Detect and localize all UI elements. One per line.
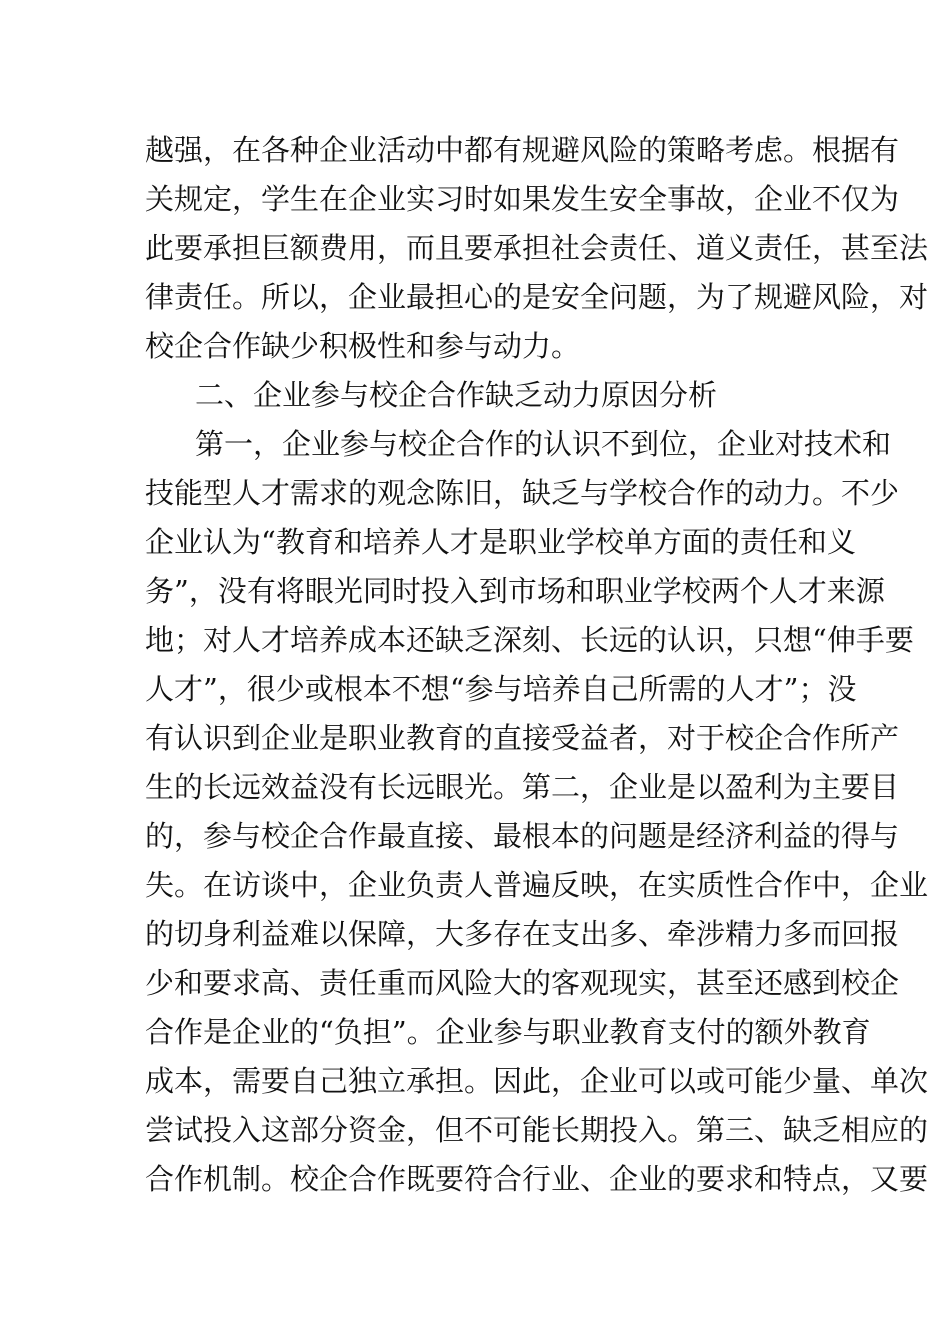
- body-text-line: 律责任。所以，企业最担心的是安全问题，为了规避风险，对: [145, 280, 929, 314]
- body-text-line: 合作机制。校企合作既要符合行业、企业的要求和特点，又要: [145, 1162, 929, 1196]
- body-text-line: 合作是企业的“负担”。企业参与职业教育支付的额外教育: [145, 1015, 871, 1049]
- body-text-line: 此要承担巨额费用，而且要承担社会责任、道义责任，甚至法: [145, 231, 929, 265]
- body-text-line: 少和要求高、责任重而风险大的客观现实，甚至还感到校企: [145, 966, 900, 1000]
- body-text-line: 企业认为“教育和培养人才是职业学校单方面的责任和义: [145, 525, 856, 559]
- section-heading: 二、企业参与校企合作缺乏动力原因分析: [195, 378, 718, 412]
- body-text-line: 关规定，学生在企业实习时如果发生安全事故，企业不仅为: [145, 182, 900, 216]
- body-text-line: 地；对人才培养成本还缺乏深刻、长远的认识，只想“伸手要: [145, 623, 914, 657]
- body-text-line: 第一，企业参与校企合作的认识不到位，企业对技术和: [195, 427, 892, 461]
- body-text-line: 的，参与校企合作最直接、最根本的问题是经济利益的得与: [145, 819, 900, 853]
- body-text-line: 校企合作缺少积极性和参与动力。: [145, 329, 581, 363]
- body-text-line: 技能型人才需求的观念陈旧，缺乏与学校合作的动力。不少: [145, 476, 900, 510]
- body-text-line: 生的长远效益没有长远眼光。第二，企业是以盈利为主要目: [145, 770, 900, 804]
- body-text-line: 有认识到企业是职业教育的直接受益者，对于校企合作所产: [145, 721, 900, 755]
- body-text-line: 越强，在各种企业活动中都有规避风险的策略考虑。根据有: [145, 133, 900, 167]
- body-text-line: 的切身利益难以保障，大多存在支出多、牵涉精力多而回报: [145, 917, 900, 951]
- body-text-line: 失。在访谈中，企业负责人普遍反映，在实质性合作中，企业: [145, 868, 929, 902]
- body-text-line: 人才”，很少或根本不想“参与培养自己所需的人才”；没: [145, 672, 857, 706]
- body-text-line: 成本，需要自己独立承担。因此，企业可以或可能少量、单次: [145, 1064, 929, 1098]
- body-text-line: 务”，没有将眼光同时投入到市场和职业学校两个人才来源: [145, 574, 885, 608]
- body-text-line: 尝试投入这部分资金，但不可能长期投入。第三、缺乏相应的: [145, 1113, 929, 1147]
